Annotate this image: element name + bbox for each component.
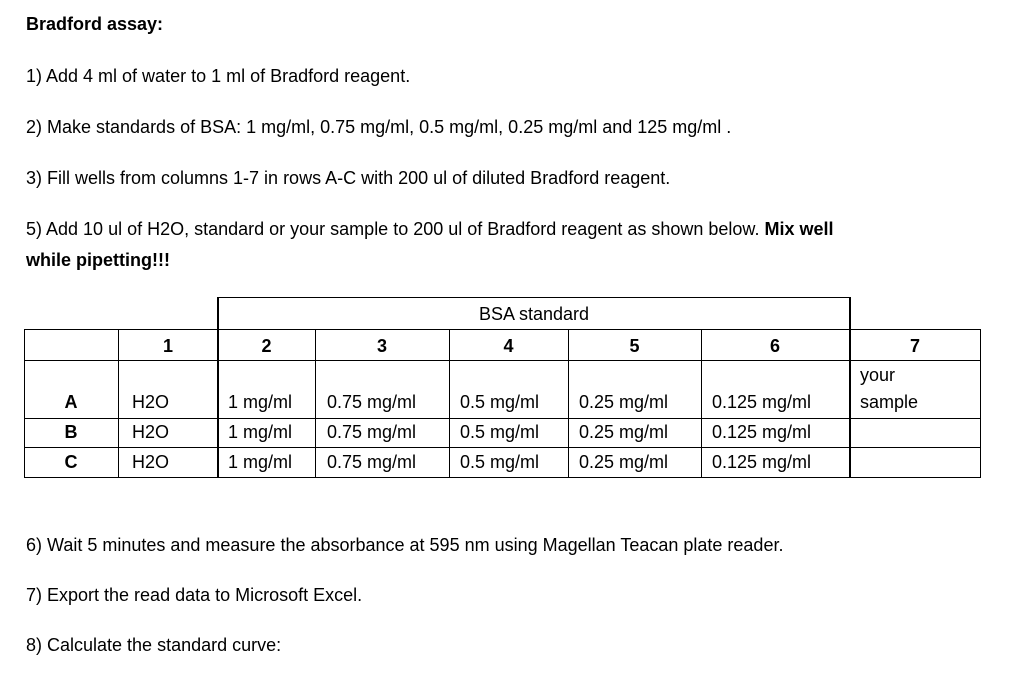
table-cell: 0.125 mg/ml [712, 392, 812, 412]
column-header-1: 1 [162, 336, 173, 356]
row-label-a: A [64, 392, 78, 412]
row-label-c: C [64, 452, 78, 472]
table-cell: 1 mg/ml [228, 422, 293, 442]
table-cell: H2O [132, 392, 170, 412]
column-header-5: 5 [629, 336, 640, 356]
table-cell: 1 mg/ml [228, 392, 293, 412]
sample-label-line1: your [860, 365, 896, 385]
table-cell: 0.75 mg/ml [327, 392, 417, 412]
table-cell: 0.5 mg/ml [460, 452, 540, 472]
table-cell: 0.5 mg/ml [460, 422, 540, 442]
table-cell: 0.25 mg/ml [579, 452, 669, 472]
row-label-b: B [64, 422, 78, 442]
table-cell: 0.75 mg/ml [327, 452, 417, 472]
bsa-standard-header: BSA standard [478, 304, 590, 324]
table-cell: 0.125 mg/ml [712, 452, 812, 472]
table-cell: 1 mg/ml [228, 452, 293, 472]
table-cell: H2O [132, 422, 170, 442]
column-header-6: 6 [769, 336, 780, 356]
table-cell: H2O [132, 452, 170, 472]
step-3: 3) Fill wells from columns 1-7 in rows A-C with 200 ul of diluted Bradford reagent. [26, 168, 671, 188]
step-5-text: 5) Add 10 ul of H2O, standard or your sample to 200 ul of Bradford reagent as shown below. [26, 219, 765, 239]
document-title: Bradford assay: [26, 14, 164, 34]
step-7: 7) Export the read data to Microsoft Excel. [26, 585, 363, 605]
sample-label-line2: sample [860, 392, 919, 412]
step-6: 6) Wait 5 minutes and measure the absorbance at 595 nm using Magellan Teacan plate reader. [26, 535, 784, 555]
column-header-7: 7 [909, 336, 920, 356]
step-2: 2) Make standards of BSA: 1 mg/ml, 0.75 mg/ml, 0.5 mg/ml, 0.25 mg/ml and 125 mg/ml . [26, 117, 732, 137]
table-cell: 0.125 mg/ml [712, 422, 812, 442]
step-5 [26, 218, 833, 240]
step-5-emphasis: Mix well [764, 219, 834, 239]
table-cell: 0.25 mg/ml [579, 422, 669, 442]
column-header-4: 4 [503, 336, 514, 356]
step-8: 8) Calculate the standard curve: [26, 635, 282, 655]
step-5-emphasis-line2: while pipetting!!! [26, 250, 170, 270]
table-cell: 0.5 mg/ml [460, 392, 540, 412]
column-header-3: 3 [376, 336, 387, 356]
step-1: 1) Add 4 ml of water to 1 ml of Bradford reagent. [26, 66, 411, 86]
table-cell: 0.25 mg/ml [579, 392, 669, 412]
table-cell: 0.75 mg/ml [327, 422, 417, 442]
column-header-2: 2 [261, 336, 272, 356]
